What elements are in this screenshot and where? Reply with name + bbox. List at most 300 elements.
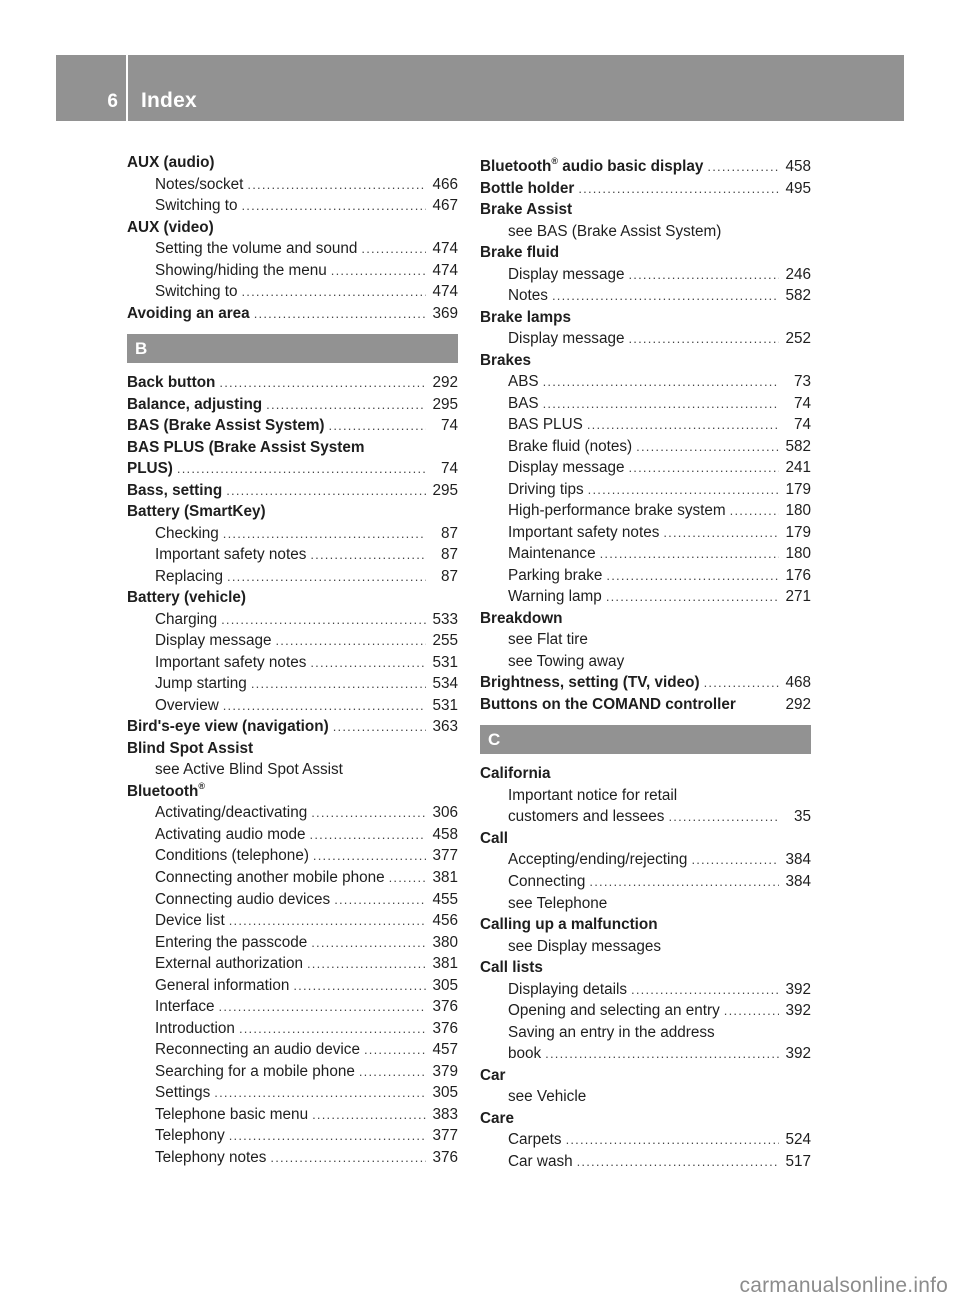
page-reference[interactable]: 252: [785, 330, 811, 348]
page-reference[interactable]: 292: [785, 695, 811, 713]
entry-text: Care: [480, 1109, 515, 1127]
entry-text: book: [508, 1045, 542, 1063]
entry-label: [155, 260, 327, 282]
entry-text: Important safety notes: [508, 523, 660, 541]
dot-leader: [389, 867, 426, 889]
entry-label: [480, 199, 572, 221]
page-number: 6: [107, 91, 118, 112]
entry-label: [508, 543, 596, 565]
entry-label: [155, 673, 247, 695]
page-reference[interactable]: 74: [440, 460, 458, 478]
index-subentry[interactable]: [127, 910, 458, 932]
entry-label: [155, 1125, 225, 1147]
entry-text: Connecting another mobile phone: [155, 868, 385, 886]
page-reference[interactable]: 474: [432, 240, 458, 258]
index-entry: [127, 217, 458, 239]
entry-label: [155, 1104, 308, 1126]
index-entry: [127, 781, 458, 803]
index-subentry[interactable]: [127, 630, 458, 652]
index-entry: [480, 199, 811, 221]
index-subentry[interactable]: [480, 414, 811, 436]
entry-text: Back button: [127, 374, 216, 392]
page-reference[interactable]: 87: [440, 546, 458, 564]
index-subentry[interactable]: [127, 1018, 458, 1040]
entry-text: Parking brake: [508, 566, 603, 584]
page-reference[interactable]: 524: [785, 1131, 811, 1149]
title-box: [128, 55, 904, 121]
entry-text: Bottle holder: [480, 179, 575, 197]
dot-leader: [587, 414, 779, 436]
page-reference[interactable]: 271: [785, 588, 811, 606]
entry-label: [480, 828, 508, 850]
entry-text: Balance, adjusting: [127, 395, 263, 413]
page-reference[interactable]: 292: [432, 374, 458, 392]
dot-leader: [223, 523, 426, 545]
entry-text: see Telephone: [508, 894, 608, 912]
entry-label: [127, 415, 325, 437]
page-reference[interactable]: 384: [785, 851, 811, 869]
entry-text: Driving tips: [508, 480, 584, 498]
index-subentry[interactable]: [127, 1104, 458, 1126]
index-entry[interactable]: [127, 394, 458, 416]
entry-label: [508, 264, 624, 286]
entry-label: [480, 914, 658, 936]
entry-text: Display message: [508, 459, 625, 477]
page-reference[interactable]: 87: [440, 524, 458, 542]
page-reference[interactable]: 376: [432, 1019, 458, 1037]
entry-text: see Flat tire: [508, 631, 588, 649]
page-reference[interactable]: 306: [432, 804, 458, 822]
page-reference[interactable]: 495: [785, 179, 811, 197]
entry-label: [155, 695, 219, 717]
page-reference[interactable]: 179: [785, 523, 811, 541]
page-reference[interactable]: 383: [432, 1105, 458, 1123]
index-subentry[interactable]: [480, 500, 811, 522]
entry-text: Charging: [155, 610, 218, 628]
entry-text: BAS PLUS: [508, 416, 583, 434]
page-reference[interactable]: 456: [432, 912, 458, 930]
index-subentry[interactable]: [127, 195, 458, 217]
page-reference[interactable]: 392: [785, 1045, 811, 1063]
entry-label: [508, 629, 588, 651]
dot-leader: [600, 543, 779, 565]
page-reference[interactable]: 379: [432, 1062, 458, 1080]
dot-leader: [606, 565, 779, 587]
index-entry[interactable]: [480, 178, 811, 200]
entry-text: Brake fluid: [480, 244, 560, 262]
index-entry[interactable]: [480, 156, 811, 178]
index-entry: [480, 957, 811, 979]
index-entry: [480, 242, 811, 264]
entry-label: [155, 910, 225, 932]
index-subentry[interactable]: [127, 566, 458, 588]
entries-pre-band: [127, 152, 458, 324]
entry-label: [155, 174, 243, 196]
page-reference[interactable]: 35: [793, 808, 811, 826]
index-subentry[interactable]: [127, 845, 458, 867]
entry-text: California: [480, 765, 551, 783]
entry-text: Activating audio mode: [155, 825, 306, 843]
dot-leader: [543, 371, 779, 393]
index-subentry[interactable]: [127, 1039, 458, 1061]
dot-leader: [223, 695, 426, 717]
entry-text: Car: [480, 1066, 506, 1084]
entry-text: BAS: [508, 394, 539, 412]
entry-label: [508, 651, 624, 673]
index-subentry[interactable]: [480, 264, 811, 286]
dot-leader: [307, 953, 426, 975]
entry-text: Introduction: [155, 1019, 235, 1037]
index-entry: [127, 501, 458, 523]
index-subentry[interactable]: [127, 174, 458, 196]
entry-label: [508, 1129, 562, 1151]
page-reference[interactable]: 455: [432, 890, 458, 908]
entry-text: AUX (audio): [127, 154, 215, 171]
index-subentry[interactable]: [480, 436, 811, 458]
page-reference[interactable]: 305: [432, 1084, 458, 1102]
entry-text: High-performance brake system: [508, 502, 726, 520]
dot-leader: [566, 1129, 779, 1151]
dot-leader: [229, 1125, 426, 1147]
index-subentry[interactable]: [480, 1000, 811, 1022]
index-subentry[interactable]: [480, 393, 811, 415]
index-subentry[interactable]: [480, 522, 811, 544]
dot-leader: [543, 393, 779, 415]
entry-label: [508, 565, 602, 587]
page-reference[interactable]: 458: [432, 825, 458, 843]
index-subentry[interactable]: [127, 238, 458, 260]
index-entry: [480, 828, 811, 850]
entry-label: [155, 1018, 235, 1040]
entry-text: Telephony: [155, 1127, 225, 1145]
index-subentry[interactable]: [127, 996, 458, 1018]
entry-label: [127, 303, 250, 325]
index-subentry[interactable]: [127, 281, 458, 303]
entry-text: BAS PLUS (Brake Assist System: [127, 438, 365, 456]
page-reference[interactable]: 474: [432, 283, 458, 301]
index-subentry[interactable]: [127, 1082, 458, 1104]
page-reference[interactable]: 392: [785, 1002, 811, 1020]
entry-label: [127, 716, 329, 738]
dot-leader: [552, 285, 779, 307]
entry-text: PLUS): [127, 460, 173, 478]
index-entry[interactable]: [127, 458, 458, 480]
entry-label: [480, 1065, 506, 1087]
entry-text: Avoiding an area: [127, 304, 250, 322]
entry-text: Display message: [508, 330, 625, 348]
page-reference[interactable]: 241: [785, 459, 811, 477]
entry-label: [155, 609, 217, 631]
entry-label: [508, 871, 585, 893]
page-reference[interactable]: 369: [432, 304, 458, 322]
entry-text: Important safety notes: [155, 653, 307, 671]
entry-label: [508, 893, 607, 915]
entry-label: [155, 889, 330, 911]
entries-pre-band: [480, 156, 811, 715]
index-subentry[interactable]: [127, 652, 458, 674]
entry-text: External authorization: [155, 955, 303, 973]
page-reference[interactable]: 458: [785, 158, 811, 175]
page-reference[interactable]: 376: [432, 1148, 458, 1166]
index-subentry[interactable]: [480, 371, 811, 393]
dot-leader: [247, 174, 426, 196]
entry-text: Bluetooth: [127, 782, 199, 800]
dot-leader: [606, 586, 779, 608]
entry-text: Battery (SmartKey): [127, 503, 266, 521]
dot-leader: [589, 871, 779, 893]
dot-leader: [313, 845, 426, 867]
entry-text: Brake Assist: [480, 201, 573, 219]
index-entry[interactable]: [480, 672, 811, 694]
dot-leader: [219, 996, 426, 1018]
entry-label: [480, 672, 700, 694]
dot-leader: [668, 806, 779, 828]
dot-leader: [214, 1082, 426, 1104]
page-reference[interactable]: 474: [432, 261, 458, 279]
index-subentry[interactable]: [127, 609, 458, 631]
dot-leader: [254, 303, 426, 325]
dot-leader: [239, 1018, 426, 1040]
page-reference[interactable]: 533: [432, 610, 458, 628]
entry-text: Blind Spot Assist: [127, 739, 254, 757]
index-subentry[interactable]: [480, 565, 811, 587]
entry-label: [155, 1082, 210, 1104]
index-entry: [480, 1065, 811, 1087]
index-subentry[interactable]: [480, 979, 811, 1001]
entry-text: Reconnecting an audio device: [155, 1041, 360, 1059]
entry-text: Entering the passcode: [155, 933, 308, 951]
index-subentry[interactable]: [127, 1147, 458, 1169]
entry-text: Switching to: [155, 283, 238, 301]
dot-leader: [631, 979, 779, 1001]
index-entry: [127, 587, 458, 609]
page-reference[interactable]: 74: [793, 394, 811, 412]
dot-leader: [221, 609, 426, 631]
index-entry: [480, 350, 811, 372]
index-subentry[interactable]: [127, 695, 458, 717]
entry-label: [480, 957, 543, 979]
entry-text: see Display messages: [508, 937, 662, 955]
page-reference[interactable]: 176: [785, 566, 811, 584]
index-subentry[interactable]: [127, 1061, 458, 1083]
entry-label: [480, 763, 551, 785]
page-reference[interactable]: 468: [785, 674, 811, 692]
dot-leader: [310, 824, 426, 846]
entry-text: Showing/hiding the menu: [155, 261, 327, 279]
entry-label: [508, 806, 664, 828]
dot-leader: [577, 1151, 779, 1173]
page-reference[interactable]: 466: [432, 175, 458, 193]
index-subentry[interactable]: [480, 285, 811, 307]
dot-leader: [334, 889, 426, 911]
index-subentry[interactable]: [127, 953, 458, 975]
page-reference[interactable]: 517: [785, 1152, 811, 1170]
entry-label: [155, 867, 385, 889]
page-reference[interactable]: 179: [785, 480, 811, 498]
entry-text: Display message: [155, 632, 272, 650]
index-subentry[interactable]: [127, 802, 458, 824]
page-reference[interactable]: 381: [432, 955, 458, 973]
page-reference[interactable]: 180: [785, 502, 811, 520]
entry-label: [155, 281, 237, 303]
page-reference[interactable]: 381: [432, 868, 458, 886]
dot-leader: [241, 195, 426, 217]
page-reference[interactable]: 392: [785, 980, 811, 998]
page-reference[interactable]: 376: [432, 998, 458, 1016]
page-reference[interactable]: 255: [432, 632, 458, 650]
entry-label: [155, 652, 306, 674]
entry-text: Battery (vehicle): [127, 589, 247, 607]
index-subentry[interactable]: [480, 586, 811, 608]
watermark: carmanualsonline.info: [739, 1274, 948, 1297]
entry-label: [155, 824, 306, 846]
dot-leader: [312, 1104, 426, 1126]
page-reference[interactable]: 377: [432, 847, 458, 865]
index-subentry[interactable]: [480, 871, 811, 893]
dot-leader: [724, 1000, 779, 1022]
index-subentry[interactable]: [127, 1125, 458, 1147]
index-subentry[interactable]: [480, 457, 811, 479]
index-subentry[interactable]: [127, 867, 458, 889]
page-reference[interactable]: 457: [432, 1041, 458, 1059]
entry-text: Bass, setting: [127, 481, 223, 499]
page-reference[interactable]: 73: [793, 373, 811, 391]
dot-leader: [707, 156, 779, 178]
index-subentry[interactable]: [127, 544, 458, 566]
page-reference[interactable]: 467: [432, 197, 458, 215]
page-reference[interactable]: 531: [432, 696, 458, 714]
entry-text: Car wash: [508, 1152, 573, 1170]
index-subentry: [480, 893, 811, 915]
page-reference[interactable]: 380: [432, 933, 458, 951]
entry-text: Overview: [155, 696, 219, 714]
dot-leader: [636, 436, 779, 458]
entry-label: [508, 328, 624, 350]
index-entry[interactable]: [127, 303, 458, 325]
page-reference[interactable]: 582: [785, 287, 811, 305]
entry-label: [127, 781, 205, 803]
page-reference[interactable]: 531: [432, 653, 458, 671]
index-subentry[interactable]: [480, 479, 811, 501]
entry-label: [155, 975, 289, 997]
entry-text: Displaying details: [508, 980, 628, 998]
entry-label: [508, 1043, 541, 1065]
index-subentry: [480, 629, 811, 651]
index-subentry[interactable]: [127, 673, 458, 695]
page-reference[interactable]: 74: [440, 417, 458, 435]
dot-leader: [229, 910, 426, 932]
index-entry: [480, 763, 811, 785]
index-subentry[interactable]: [480, 849, 811, 871]
index-entry[interactable]: [480, 694, 811, 716]
entry-label: [127, 587, 246, 609]
entry-text: Carpets: [508, 1131, 562, 1149]
page-reference[interactable]: 377: [432, 1127, 458, 1145]
entry-text: Saving an entry in the address: [508, 1023, 715, 1041]
entry-text: Device list: [155, 912, 225, 930]
page-reference[interactable]: 246: [785, 265, 811, 283]
entry-text: Checking: [155, 524, 219, 542]
index-subentry[interactable]: [480, 543, 811, 565]
entry-text: Opening and selecting an entry: [508, 1002, 720, 1020]
index-subentry[interactable]: [480, 328, 811, 350]
entry-text: Important safety notes: [155, 546, 307, 564]
dot-leader: [311, 802, 426, 824]
entry-label: [155, 1061, 355, 1083]
page-reference[interactable]: 305: [432, 976, 458, 994]
page-reference[interactable]: 87: [440, 567, 458, 585]
entry-label: [155, 523, 219, 545]
page-reference[interactable]: 74: [793, 416, 811, 434]
entry-text: Connecting: [508, 872, 586, 890]
entry-text: Telephone basic menu: [155, 1105, 309, 1123]
index-subentry: [127, 759, 458, 781]
entry-text-suffix: audio basic display: [558, 158, 704, 175]
index-subentry: [480, 936, 811, 958]
page-reference[interactable]: 384: [785, 872, 811, 890]
index-subentry[interactable]: [127, 260, 458, 282]
dot-leader: [663, 522, 779, 544]
entry-text: Searching for a mobile phone: [155, 1062, 355, 1080]
entry-label: [508, 849, 687, 871]
entries-post-band: [127, 372, 458, 1168]
index-subentry: [480, 651, 811, 673]
index-subentry[interactable]: [480, 1129, 811, 1151]
page-reference[interactable]: 295: [432, 395, 458, 413]
entry-label: [155, 195, 237, 217]
dot-leader: [704, 672, 779, 694]
entry-label: [155, 802, 307, 824]
entry-text: Brake fluid (notes): [508, 437, 633, 455]
page-reference[interactable]: 295: [432, 481, 458, 499]
entry-label: [508, 979, 627, 1001]
entry-text: Setting the volume and sound: [155, 240, 358, 258]
index-subentry[interactable]: [480, 806, 811, 828]
entry-text: Brakes: [480, 351, 532, 369]
dot-leader: [177, 458, 426, 480]
page-reference[interactable]: 582: [785, 437, 811, 455]
index-subentry[interactable]: [480, 1043, 811, 1065]
index-subentry[interactable]: [127, 824, 458, 846]
index-subentry[interactable]: [480, 1151, 811, 1173]
entry-text: Settings: [155, 1084, 211, 1102]
page-reference[interactable]: 363: [432, 718, 458, 736]
entry-label: [480, 178, 574, 200]
index-subentry[interactable]: [127, 889, 458, 911]
dot-leader: [266, 394, 426, 416]
dot-leader: [329, 415, 426, 437]
registered-mark: ®: [198, 780, 206, 791]
entry-label: [127, 738, 253, 760]
page-reference[interactable]: 180: [785, 545, 811, 563]
index-subentry[interactable]: [127, 932, 458, 954]
entry-label: [127, 372, 215, 394]
page-reference[interactable]: 534: [432, 675, 458, 693]
index-subentry[interactable]: [127, 975, 458, 997]
entry-text: Warning lamp: [508, 588, 602, 606]
entry-text: Breakdown: [480, 609, 563, 627]
entry-text: Accepting/ending/rejecting: [508, 851, 688, 869]
index-entry[interactable]: [127, 372, 458, 394]
index-subentry[interactable]: [127, 523, 458, 545]
entry-label: [508, 436, 632, 458]
dot-leader: [270, 1147, 426, 1169]
index-entry[interactable]: [127, 716, 458, 738]
index-entry[interactable]: [127, 415, 458, 437]
registered-mark: ®: [551, 156, 559, 166]
dot-leader: [361, 238, 426, 260]
index-entry[interactable]: [127, 480, 458, 502]
